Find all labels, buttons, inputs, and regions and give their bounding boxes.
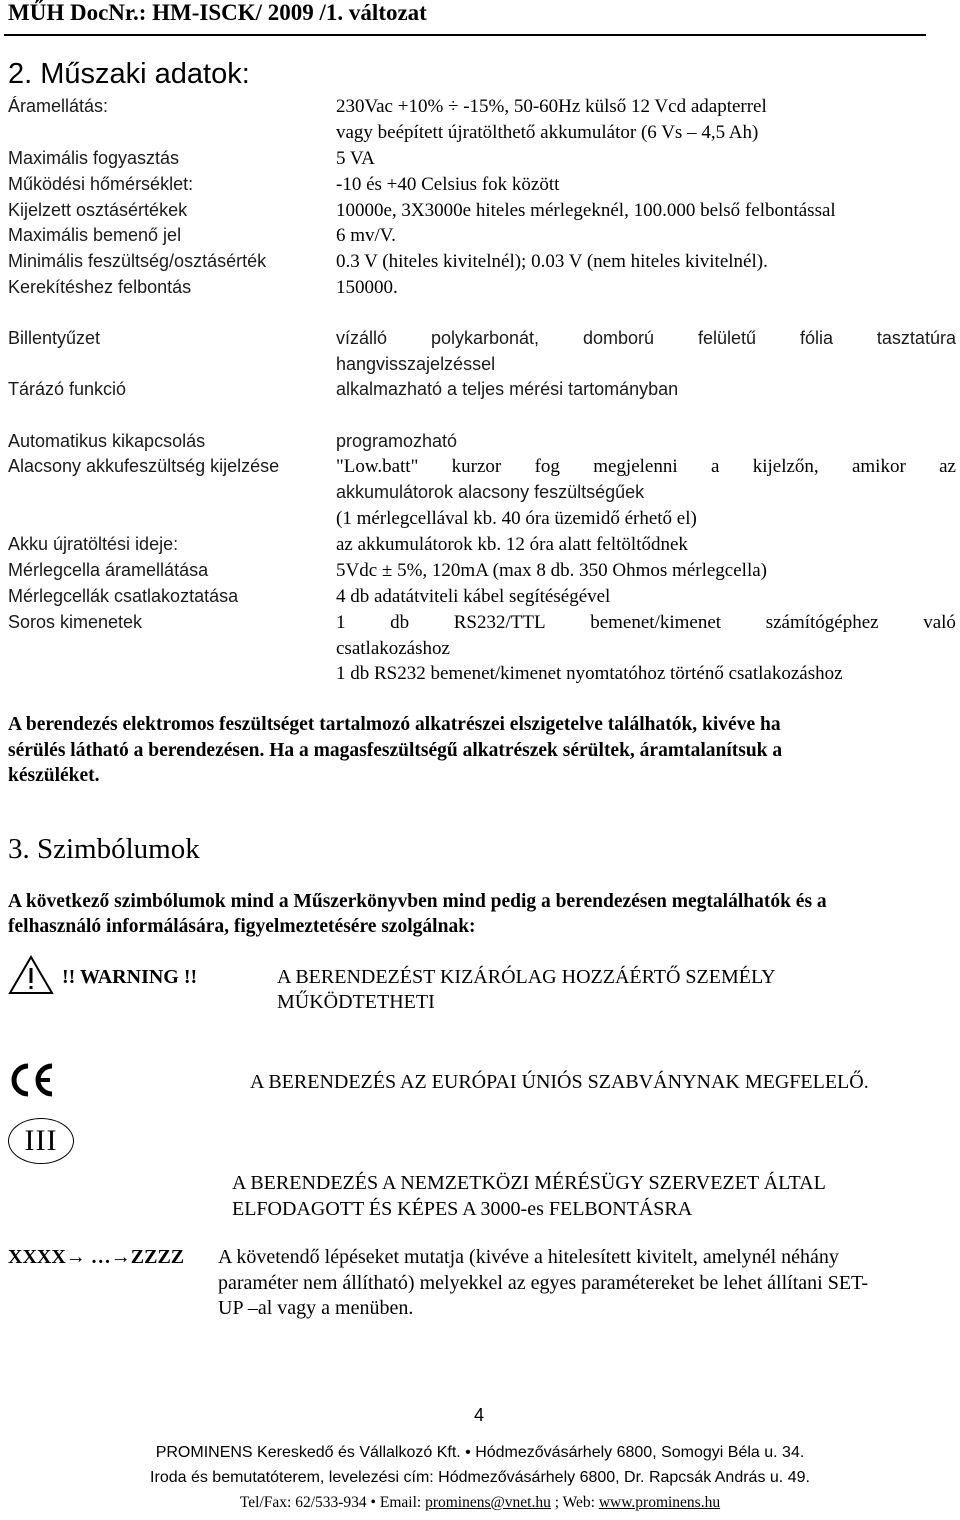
lowbatt-value-cont: akkumulátorok alacsony feszültségűek xyxy=(336,482,645,502)
loadcell-conn-label: Mérlegcellák csatlakoztatása xyxy=(8,586,239,606)
step-text-line: paraméter nem állítható) melyekkel az egyes paramétereket be lehet állítani SET- xyxy=(218,1272,869,1294)
word: 1 xyxy=(336,612,346,633)
word: való xyxy=(923,612,956,633)
warning-label: !! WARNING !! xyxy=(62,966,198,988)
class-text-line: A BERENDEZÉS A NEMZETKÖZI MÉRÉSÜGY SZERVEZET ÁLTAL xyxy=(232,1172,826,1194)
footer-contact-prefix: Tel/Fax: 62/533-934 • Email: xyxy=(239,1494,426,1511)
spec-value: 10000e, 3X3000e hiteles mérlegeknél, 100.000 belső felbontással xyxy=(336,200,836,221)
doc-header-title: MŰH DocNr.: HM-ISCK/ 2009 /1. változat xyxy=(8,0,427,25)
header-rule xyxy=(4,34,926,36)
lowbatt-label: Alacsony akkufeszültség kijelzése xyxy=(8,456,280,476)
spec-label: Minimális feszültség/osztásérték xyxy=(8,251,267,271)
word: tasztatúra xyxy=(876,328,956,348)
recharge-label: Akku újratöltési ideje: xyxy=(8,534,179,554)
warning-text-line: MŰKÖDTETHETI xyxy=(277,991,435,1013)
lowbatt-value-cont2: (1 mérlegcellával kb. 40 óra üzemidő érhető el) xyxy=(336,508,697,529)
word: db xyxy=(390,612,410,633)
keyboard-value xyxy=(336,328,956,349)
autooff-value: programozható xyxy=(336,431,458,451)
serial-value-cont2: 1 db RS232 bemenet/kimenet nyomtatóhoz történő csatlakozáshoz xyxy=(336,663,843,684)
email-link[interactable]: prominens@vnet.hu xyxy=(425,1494,551,1511)
word: kurzor xyxy=(451,456,502,477)
word: polykarbonát, xyxy=(430,328,540,348)
loadcell-conn-value: 4 db adatátviteli kábel segítéségével xyxy=(336,586,611,607)
word: megjelenni xyxy=(593,456,678,477)
web-link[interactable]: www.prominens.hu xyxy=(598,1494,721,1511)
spec-value: 230Vac +10% ÷ -15%, 50-60Hz külső 12 Vcd adapterrel xyxy=(336,96,767,117)
tare-value: alkalmazható a teljes mérési tartományban xyxy=(336,379,679,399)
serial-value-cont: csatlakozáshoz xyxy=(336,638,450,659)
keyboard-value-cont: hangvisszajelzéssel xyxy=(336,354,496,374)
footer-line: PROMINENS Kereskedő és Vállalkozó Kft. • Hódmezővásárhely 6800, Somogyi Béla u. 34. xyxy=(155,1444,805,1461)
spec-label: Kijelzett osztásértékek xyxy=(8,200,188,220)
loadcell-power-value: 5Vdc ± 5%, 120mA (max 8 db. 350 Ohmos mérlegcella) xyxy=(336,560,767,581)
word: kijelzőn, xyxy=(752,456,819,477)
class-symbol: III xyxy=(24,1124,58,1157)
recharge-value: az akkumulátorok kb. 12 óra alatt feltöltődnek xyxy=(336,534,688,555)
spec-value: 150000. xyxy=(336,277,398,298)
keyboard-label: Billentyűzet xyxy=(8,328,101,348)
spec-label: Maximális fogyasztás xyxy=(8,148,180,168)
word: felületű xyxy=(697,328,757,348)
symbols-intro-line: A következő szimbólumok mind a Műszerkönyvben mind pedig a berendezésen megtalálhatók és a xyxy=(8,891,827,912)
spec-value: -10 és +40 Celsius fok között xyxy=(336,174,560,195)
word: bemenet/kimenet xyxy=(590,612,722,633)
spec-value-cont: vagy beépített újratölthető akkumulátor (6 Vs – 4,5 Ah) xyxy=(336,122,759,143)
page-number: 4 xyxy=(474,1405,485,1425)
word: "Low.batt" xyxy=(336,456,419,477)
section-2-heading: 2. Műszaki adatok: xyxy=(8,58,250,90)
safety-note-line: sérülés látható a berendezésen. Ha a magasfeszültségű alkatrészek sérültek, áramtalanítsuk a xyxy=(8,740,783,761)
word: a xyxy=(710,456,720,477)
word: domború xyxy=(582,328,655,348)
serial-label: Soros kimenetek xyxy=(8,612,143,632)
footer-contact-mid: ; Web: xyxy=(550,1494,599,1511)
spec-value: 6 mv/V. xyxy=(336,225,396,246)
class-iii-oval-icon xyxy=(8,1118,74,1164)
step-sequence-label: XXXX→ …→ZZZZ xyxy=(8,1246,185,1268)
word: az xyxy=(939,456,956,477)
word: amikor xyxy=(851,456,906,477)
warning-text-line: A BERENDEZÉST KIZÁRÓLAG HOZZÁÉRTŐ SZEMÉLY xyxy=(277,966,776,988)
word: fog xyxy=(534,456,560,477)
ce-mark-icon xyxy=(8,1062,54,1098)
step-text-line: A követendő lépéseket mutatja (kivéve a hitelesített kivitelt, amelynél néhány xyxy=(218,1246,839,1268)
footer-contact-line xyxy=(0,1494,960,1512)
spec-value: 5 VA xyxy=(336,148,375,169)
spec-label: Áramellátás: xyxy=(8,96,109,116)
spec-label: Maximális bemenő jel xyxy=(8,225,182,245)
class-text-line: ELFODAGOTT ÉS KÉPES A 3000-es FELBONTÁSRA xyxy=(232,1198,693,1220)
step-text-line: UP –al vagy a menüben. xyxy=(218,1297,414,1319)
loadcell-power-label: Mérlegcella áramellátása xyxy=(8,560,209,580)
symbols-intro-line: felhasználó informálására, figyelmeztetésére szolgálnak: xyxy=(8,916,476,937)
safety-note-line: készüléket. xyxy=(8,765,100,786)
tare-label: Tárázó funkció xyxy=(8,379,127,399)
spec-label: Működési hőmérséklet: xyxy=(8,174,194,194)
footer-line: Iroda és bemutatóterem, levelezési cím: Hódmezővásárhely 6800, Dr. Rapcsák András u. 49. xyxy=(150,1469,810,1486)
warning-triangle-icon xyxy=(8,955,54,995)
lowbatt-value xyxy=(336,456,956,478)
spec-value: 0.3 V (hiteles kivitelnél); 0.03 V (nem hiteles kivitelnél). xyxy=(336,251,768,272)
word: RS232/TTL xyxy=(453,612,546,633)
ce-text: A BERENDEZÉS AZ EURÓPAI ÚNIÓS SZABVÁNYNAK MEGFELELŐ. xyxy=(250,1071,869,1093)
word: vízálló xyxy=(336,328,388,348)
word: fólia xyxy=(799,328,833,348)
word: számítógéphez xyxy=(765,612,879,633)
autooff-label: Automatikus kikapcsolás xyxy=(8,431,206,451)
section-3-heading: 3. Szimbólumok xyxy=(8,833,200,865)
serial-value xyxy=(336,612,956,634)
spec-label: Kerekítéshez felbontás xyxy=(8,277,192,297)
safety-note-line: A berendezés elektromos feszültséget tartalmozó alkatrészei elszigetelve találhatók, kivéve ha xyxy=(8,714,781,735)
